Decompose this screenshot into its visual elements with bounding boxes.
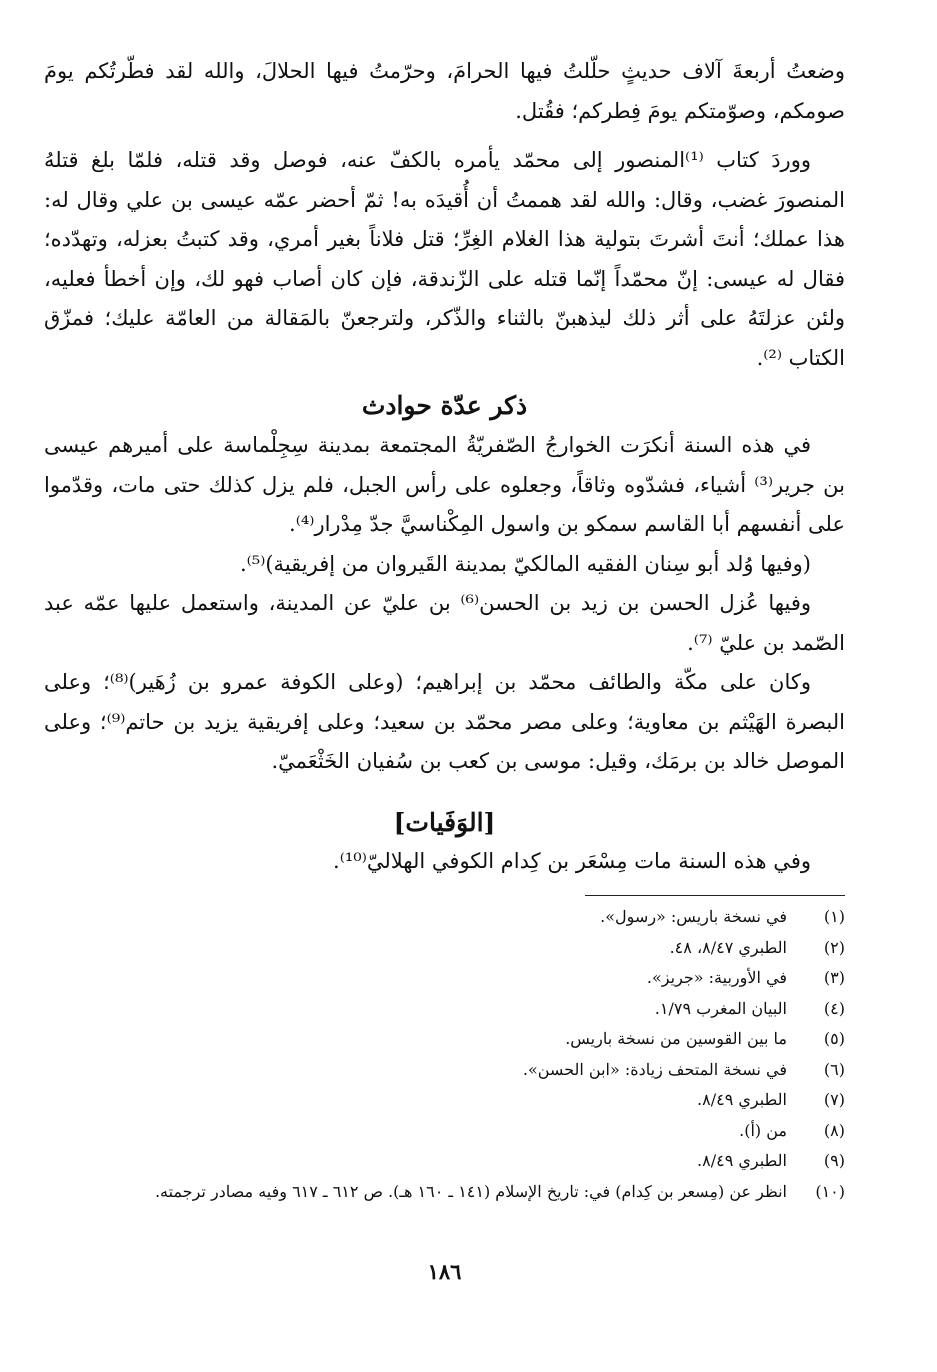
footnote (44, 1024, 845, 1054)
footnote-text: في نسخة باريس: «رسول». (600, 907, 787, 926)
footnote-divider (585, 895, 845, 896)
footnote-text: ما بين القوسين من نسخة باريس. (565, 1029, 787, 1048)
footnote-number: (١) (823, 907, 845, 926)
footnote-text: انظر عن (مِسعر بن كِدام) في: تاريخ الإسلام (١٤١ ـ ١٦٠ هـ). ص ٦١٢ ـ ٦١٧ وفيه مصادر ترجمته. (154, 1181, 787, 1201)
footnote-text: في نسخة المتحف زيادة: «ابن الحسن». (522, 1059, 787, 1079)
heading-deaths: [الوَفَيات] (393, 807, 496, 837)
footnote (44, 902, 845, 932)
footnote-number: (٦) (823, 1059, 845, 1079)
footnote (44, 1085, 845, 1115)
footnote-text: في الأوربية: «جريز». (646, 968, 787, 987)
paragraph-governors: وكان على مكّة والطائف محمّد بن إبراهيم؛ (وعلى الكوفة عمرو بن زُهَير)⁽⁸⁾؛ وعلى البصرة الهَيْثم بن معاوية؛ وعلى مصر محمّد بن سعيد؛ وعلى إفريقية يزيد بن حاتم⁽⁹⁾؛ وعلى الموصل خالد بن برمَك، وقيل: موسى بن كعب بن سُفيان الخَثْعَميّ. (44, 670, 845, 773)
footnote (44, 1055, 845, 1085)
footnote (44, 1146, 845, 1176)
footnote-text: الطبري ٨/٤٩. (697, 1090, 787, 1109)
footnote (44, 933, 845, 963)
footnote (44, 994, 845, 1024)
footnote-number: (٨) (823, 1120, 845, 1140)
footnote (44, 1177, 845, 1207)
footnotes-list (44, 902, 845, 1206)
footnote (44, 963, 845, 993)
footnote-number: (٩) (823, 1151, 845, 1170)
paragraph-deaths: وفي هذه السنة مات مِسْعَر بن كِدام الكوفي الهلاليّ⁽¹⁰⁾. (333, 848, 811, 873)
footnote-text: من (أ). (739, 1120, 787, 1140)
paragraph-letter: ووردَ كتاب ⁽¹⁾المنصور إلى محمّد يأمره بالكفّ عنه، فوصل وقد قتله، فلمّا بلغ قتلهُ المنصورَ غضب، وقال: والله لقد هممتُ أن أُقيدَه به! ثمّ أحضر عمّه عيسى بن علي وقال له: هذا عملك؛ أنتَ أشرتَ بتولية هذا الغلام الغِرِّ؛ قتل فلاناً بغير أمري، وقد كتبتُ بعزله، وتهدّده؛ فقال له عيسى: إنّ محمّداً إنّما قتله على الزّندقة، فإن كان أصاب فهو لك، وإن أخطأ فعليه، ولئن عزلتَهُ على أثر ذلك ليذهبنّ بالثناء والذّكر، ولترجعنّ بالمَقالة من العامّة عليك؛ فمزّق الكتاب ⁽²⁾. (44, 148, 846, 370)
footnote-text: البيان المغرب ١/٧٩. (654, 998, 787, 1018)
paragraph-opening: وضعتُ أربعةَ آلاف حديثٍ حلّلتُ فيها الحرامَ، وحرّمتُ فيها الحلالَ، والله لقد فطّرتُكم يومَ صومكم، وصوّمتكم يومَ فِطركم؛ فقُتل. (44, 59, 845, 123)
paragraph-hasan: وفيها عُزل الحسن بن زيد بن الحسن⁽⁶⁾ بن عليّ عن المدينة، واستعمل عليها عمّه عبد الصّمد بن عليّ ⁽⁷⁾. (44, 591, 845, 655)
paragraph-khawarij: في هذه السنة أنكرَت الخوارجُ الصّفريّةُ المجتمعة بمدينة سِجِلْماسة على أميرهم عيسى بن جرير⁽³⁾ أشياء، فشدّوه وثاقاً، وجعلوه على رأس الجبل، فلم يزل كذلك حتى مات، وقدّموا على أنفسهم أبا القاسم سمكو بن واسول المِكْناسيَّ جدّ مِدْرار⁽⁴⁾. (44, 433, 845, 536)
footnote-text: الطبري ٨/٤٧، ٤٨. (669, 937, 787, 957)
paragraph-birth: (وفيها وُلد أبو سِنان الفقيه المالكيّ بمدينة القَيروان من إفريقية)⁽⁵⁾. (239, 551, 811, 576)
footnote-number: (١٠) (815, 1181, 845, 1201)
page-body (44, 52, 845, 1372)
footnote-number: (٤) (823, 998, 845, 1018)
footnote (44, 1116, 845, 1146)
footnote-number: (٢) (823, 937, 845, 957)
footnote-number: (٥) (823, 1029, 845, 1048)
footnote-text: الطبري ٨/٤٩. (697, 1151, 787, 1170)
footnote-number: (٣) (823, 968, 845, 987)
page-number: ١٨٦ (427, 1259, 462, 1284)
footnote-number: (٧) (823, 1090, 845, 1109)
heading-events: ذكر عدّة حوادث (361, 391, 528, 420)
